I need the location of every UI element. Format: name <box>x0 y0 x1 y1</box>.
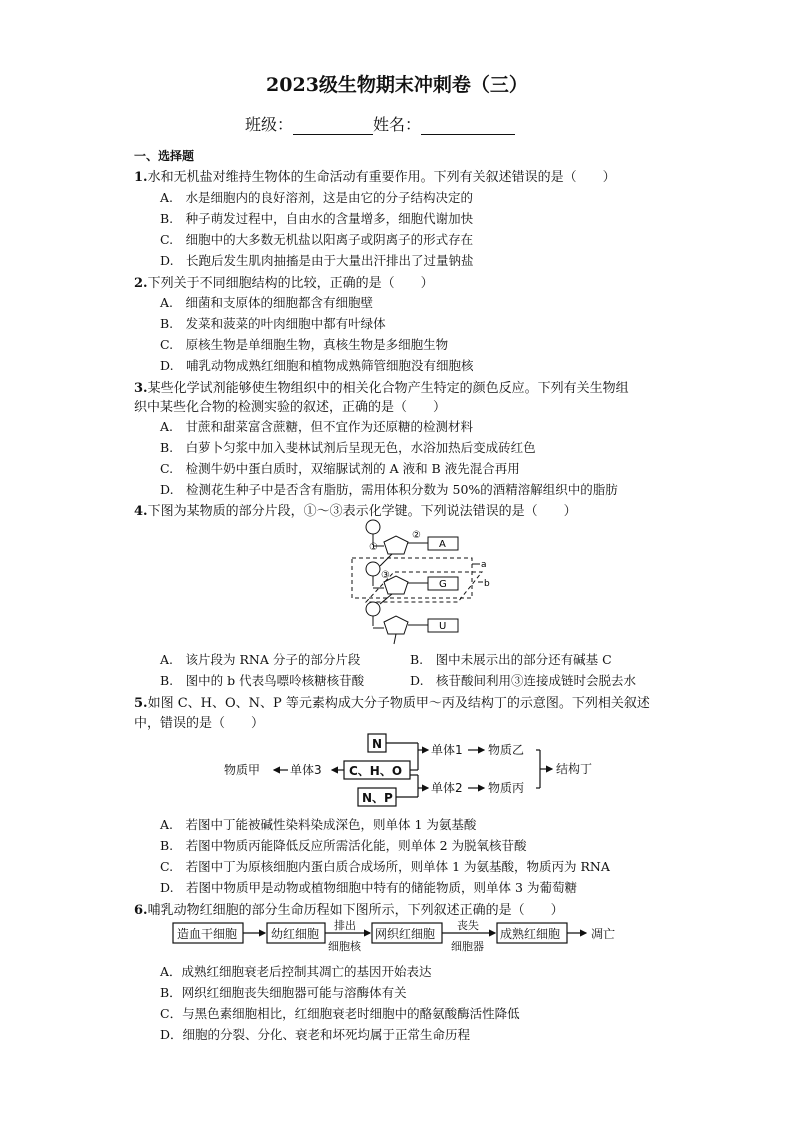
q5-option-b[interactable]: B. 若图中物质丙能降低反应所需活化能，则单体 2 为脱氧核苷酸 <box>160 838 527 853</box>
q3-option-d[interactable]: D. 检测花生种子中是否含有脂肪，需用体积分数为 50%的酒精溶解组织中的脂肪 <box>160 482 618 497</box>
q3-stem <box>134 377 629 396</box>
q1-option-a[interactable]: A. 水是细胞内的良好溶剂，这是由它的分子结构决定的 <box>160 190 474 205</box>
label-NP: N、P <box>362 791 393 805</box>
q5-option-c[interactable]: C. 若图中丁为原核细胞内蛋白质合成场所，则单体 1 为氨基酸，物质丙为 RNA <box>160 859 610 874</box>
q4-option-d[interactable]: D. 核苷酸间利用③连接成链时会脱去水 <box>410 673 637 688</box>
q1-stem <box>134 166 616 185</box>
class-blank[interactable] <box>293 116 373 135</box>
ribose-1 <box>384 536 408 554</box>
label-monomer2: 单体2 <box>431 781 463 795</box>
q5-option-d[interactable]: D. 若图中物质甲是动物或植物细胞中特有的储能物质，则单体 3 为葡萄糖 <box>160 880 577 895</box>
q2-option-d[interactable]: D. 哺乳动物成熟红细胞和植物成熟筛管细胞没有细胞核 <box>160 358 474 373</box>
q5-text-line2: 中，错误的是（ ） <box>134 716 265 731</box>
q6-number: 6. <box>134 903 148 918</box>
q5-option-a[interactable]: A. 若图中丁能被碱性染料染成深色，则单体 1 为氨基酸 <box>160 817 477 832</box>
phosphate-2 <box>366 562 380 576</box>
base-label-1: A <box>439 539 446 550</box>
q6-option-c[interactable]: C．与黑色素细胞相比，红细胞衰老时细胞中的酪氨酸酶活性降低 <box>160 1006 520 1021</box>
phosphate-3 <box>366 602 380 616</box>
name-label: 姓名： <box>373 115 422 134</box>
bond-label-1: ① <box>369 542 378 553</box>
name-blank[interactable] <box>421 116 515 135</box>
q4-number: 4. <box>134 504 148 519</box>
base-label-3: U <box>439 621 447 632</box>
q5-text-line1: 如图 C、H、O、N、P 等元素构成大分子物质甲～丙及结构丁的示意图。下列相关叙述 <box>147 696 650 711</box>
transition-2-bottom: 细胞器 <box>451 940 484 953</box>
label-substance-jia: 物质甲 <box>224 763 261 777</box>
q1-option-c[interactable]: C. 细胞中的大多数无机盐以阳离子或阴离子的形式存在 <box>160 232 474 247</box>
student-info-line <box>245 112 515 135</box>
macromolecule-diagram <box>218 730 618 810</box>
label-substance-bing: 物质丙 <box>488 781 525 795</box>
label-structure-ding: 结构丁 <box>556 762 593 776</box>
q6-text: 哺乳动物红细胞的部分生命历程如下图所示，下列叙述正确的是（ ） <box>147 903 564 918</box>
page-title: 2023级生物期末冲刺卷（三） <box>266 74 528 96</box>
q3-option-b[interactable]: B. 白萝卜匀浆中加入斐林试剂后呈现无色，水浴加热后变成砖红色 <box>160 440 536 455</box>
q3-number: 3. <box>134 381 148 396</box>
q6-option-b[interactable]: B．网织红细胞丧失细胞器可能与溶酶体有关 <box>160 985 407 1000</box>
transition-1-top: 排出 <box>334 919 356 932</box>
label-N: N <box>372 737 383 751</box>
q1-number: 1. <box>134 170 148 185</box>
q5-number: 5. <box>134 696 148 711</box>
stage-label-3: 网织红细胞 <box>375 927 436 941</box>
stage-label-2: 幼红细胞 <box>271 927 320 941</box>
ribose-3 <box>384 616 408 634</box>
q2-option-b[interactable]: B. 发菜和菠菜的叶肉细胞中都有叶绿体 <box>160 316 386 331</box>
class-label: 班级： <box>245 115 294 134</box>
bond-label-3: ③ <box>381 570 390 581</box>
label-substance-yi: 物质乙 <box>488 743 525 757</box>
base-label-2: G <box>439 579 447 590</box>
q3-option-a[interactable]: A. 甘蔗和甜菜富含蔗糖，但不宜作为还原糖的检测材料 <box>160 419 474 434</box>
stage-label-1: 造血干细胞 <box>177 927 238 941</box>
label-CHO: C、H、O <box>349 764 403 778</box>
rna-fragment-diagram <box>340 516 500 648</box>
red-cell-lifecycle-diagram <box>170 918 630 958</box>
q3-text-line2: 织中某些化合物的检测实验的叙述，正确的是（ ） <box>134 400 447 415</box>
q1-option-b[interactable]: B. 种子萌发过程中，自由水的含量增多，细胞代谢加快 <box>160 211 474 226</box>
q4-option-a[interactable]: A. 该片段为 RNA 分子的部分片段 <box>160 652 361 667</box>
label-monomer3: 单体3 <box>290 763 322 777</box>
q3-option-c[interactable]: C. 检测牛奶中蛋白质时，双缩脲试剂的 A 液和 B 液先混合再用 <box>160 461 520 476</box>
section-heading: 一、选择题 <box>134 149 195 163</box>
q2-text: 下列关于不同细胞结构的比较，正确的是（ ） <box>147 276 434 291</box>
q1-option-d[interactable]: D. 长跑后发生肌肉抽搐是由于大量出汗排出了过量钠盐 <box>160 253 474 268</box>
bond-label-2: ② <box>412 530 421 541</box>
q2-option-a[interactable]: A. 细菌和支原体的细胞都含有细胞壁 <box>160 295 374 310</box>
q5-stem <box>134 692 650 711</box>
q4-option-c[interactable]: B. 图中的 b 代表鸟嘌呤核糖核苷酸 <box>160 673 365 688</box>
q6-option-d[interactable]: D．细胞的分裂、分化、衰老和坏死均属于正常生命历程 <box>160 1027 471 1042</box>
phosphate-1 <box>366 520 380 534</box>
q6-option-a[interactable]: A．成熟红细胞衰老后控制其凋亡的基因开始表达 <box>160 964 432 979</box>
q4-text: 下图为某物质的部分片段，①～③表示化学键。下列说法错误的是（ ） <box>147 504 577 519</box>
region-label-a: a <box>481 560 487 570</box>
q2-number: 2. <box>134 276 148 291</box>
transition-2-top: 丧失 <box>457 919 479 932</box>
dashed-region-a <box>352 558 472 598</box>
q2-stem <box>134 272 434 291</box>
q3-text-line1: 某些化学试剂能够使生物组织中的相关化合物产生特定的颜色反应。下列有关生物组 <box>147 381 629 396</box>
transition-1-bottom: 细胞核 <box>328 940 361 953</box>
stage-label-4: 成熟红细胞 <box>500 927 561 941</box>
region-label-b: b <box>484 579 490 589</box>
q4-option-b[interactable]: B. 图中未展示出的部分还有碱基 C <box>410 652 612 667</box>
q2-option-c[interactable]: C. 原核生物是单细胞生物，真核生物是多细胞生物 <box>160 337 449 352</box>
q1-text: 水和无机盐对维持生物体的生命活动有重要作用。下列有关叙述错误的是（ ） <box>147 170 616 185</box>
stage-label-end: 凋亡 <box>591 927 616 941</box>
label-monomer1: 单体1 <box>431 743 463 757</box>
q6-stem <box>134 899 564 918</box>
